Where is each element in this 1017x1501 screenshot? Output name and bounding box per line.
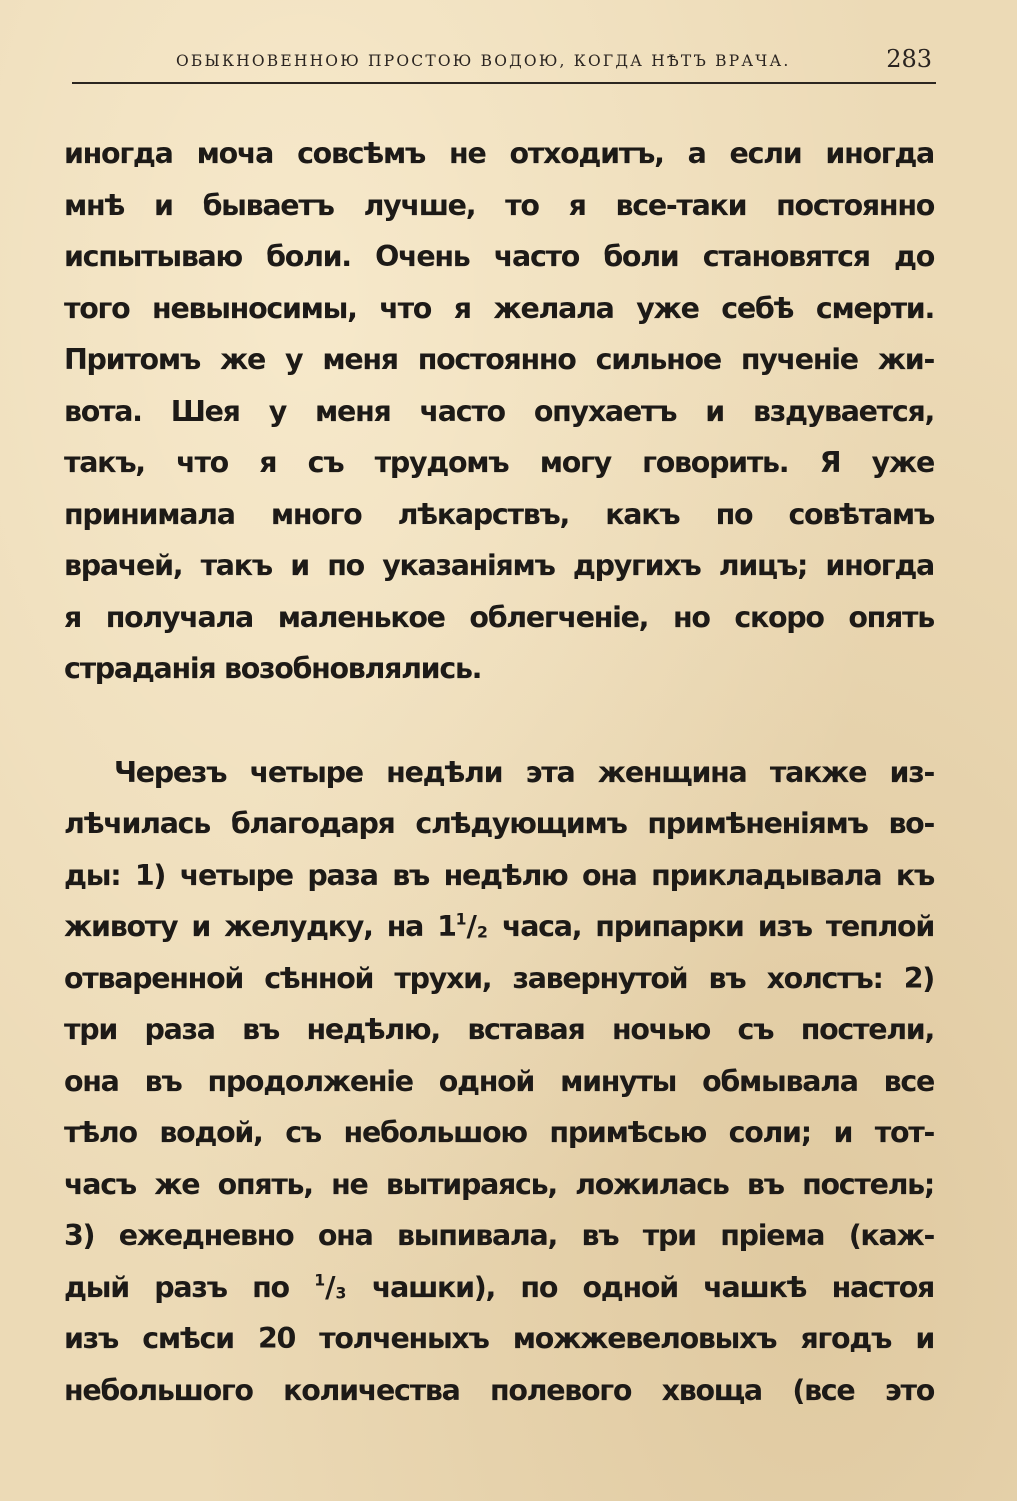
- text-line: страданія возобновлялись.: [64, 652, 482, 685]
- text-line: испытываю боли. Очень часто боли становятся до: [64, 240, 934, 273]
- text-line: принимала много лѣкарствъ, какъ по совѣтамъ: [64, 497, 934, 531]
- page-number: 283: [886, 45, 932, 73]
- text-line: часъ же опять, не вытираясь, ложилась въ постель;: [64, 1167, 934, 1201]
- paragraph-spacer: [64, 695, 934, 747]
- text-line: Черезъ четыре недѣли эта женщина также из-: [114, 755, 934, 789]
- fraction-slash: /: [466, 910, 477, 943]
- text-line: лѣчилась благодаря слѣдующимъ примѣненіямъ во-: [64, 807, 934, 840]
- line-text: животу и желудку, на 1: [64, 910, 456, 943]
- text-line-with-fraction: [64, 1262, 934, 1314]
- line-text: часа, припарки изъ теплой: [487, 910, 934, 943]
- fraction-numerator: 1: [314, 1269, 326, 1289]
- text-line: отваренной сѣнной трухи, завернутой въ холстъ: 2): [64, 961, 934, 995]
- fraction-denominator: 3: [335, 1283, 347, 1303]
- paragraph-2: [64, 747, 934, 1417]
- text-line: тѣло водой, съ небольшою примѣсью соли; и тот-: [64, 1116, 934, 1149]
- running-title: ОБЫКНОВЕННОЮ ПРОСТОЮ ВОДОЮ, КОГДА НѢТЪ ВРАЧА.: [176, 52, 791, 70]
- text-line-with-fraction: [64, 901, 934, 953]
- text-line: такъ, что я съ трудомъ могу говорить. Я уже: [64, 446, 934, 479]
- page-header: [72, 44, 936, 84]
- text-line: три раза въ недѣлю, вставая ночью съ постели,: [64, 1013, 934, 1046]
- text-line: 3) ежедневно она выпивала, въ три пріема (каж-: [64, 1219, 934, 1252]
- fraction-numerator: 1: [455, 909, 467, 929]
- fraction-denominator: 2: [476, 922, 488, 942]
- text-line: мнѣ и бываетъ лучше, то я все-таки постоянно: [64, 188, 934, 222]
- text-line: ды: 1) четыре раза въ недѣлю она прикладывала къ: [64, 858, 934, 892]
- text-line: изъ смѣси 20 толченыхъ можжевеловыхъ ягодъ и: [64, 1322, 934, 1355]
- text-line: вота. Шея у меня часто опухаетъ и вздувается,: [64, 394, 934, 428]
- text-line: Притомъ же у меня постоянно сильное пученіе жи-: [64, 343, 934, 376]
- text-line: небольшого количества полевого хвоща (все это: [64, 1373, 934, 1407]
- text-line: она въ продолженіе одной минуты обмывала все: [64, 1064, 934, 1098]
- line-text: чашки), по одной чашкѣ настоя: [346, 1270, 935, 1304]
- paragraph-1: [64, 128, 934, 695]
- text-line: иногда моча совсѣмъ не отходитъ, а если иногда: [64, 137, 934, 170]
- text-line: того невыносимы, что я желала уже себѣ смерти.: [64, 291, 934, 325]
- text-line: я получала маленькое облегченіе, но скоро опять: [64, 600, 934, 634]
- fraction-slash: /: [325, 1270, 336, 1304]
- body-text: [64, 128, 934, 1416]
- text-line: врачей, такъ и по указаніямъ другихъ лицъ; иногда: [64, 549, 934, 582]
- line-text: дый разъ по: [64, 1270, 315, 1304]
